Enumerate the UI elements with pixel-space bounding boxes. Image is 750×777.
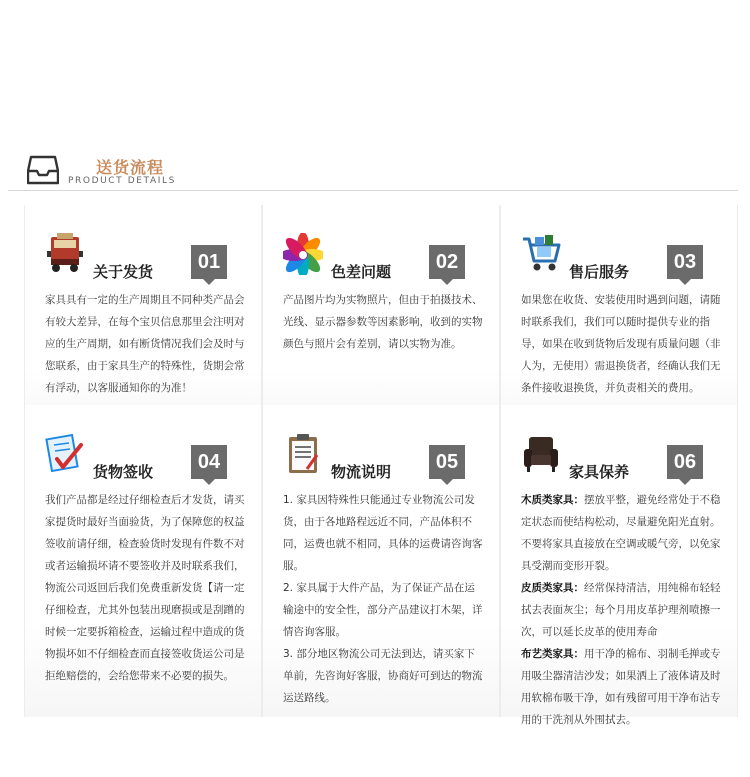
card-maintenance <box>500 405 738 726</box>
card-body <box>283 289 483 355</box>
step-number-badge: 04 <box>191 445 227 479</box>
info-grid <box>0 205 750 725</box>
card-paragraph: 2. 家具属于大件产品，为了保证产品在运输途中的安全性，部分产品建议打木架，详情咨询客服。 <box>283 582 483 638</box>
card-text: 家具具有一定的生产周期且不同种类产品会有较大差异，在每个宝贝信息那里会注明对应的生产周期，如有断货情况我们会及时与您联系，由于家具生产的特殊性，货期会常有浮动，以客服通知你的为准！ <box>45 294 245 394</box>
checklist-icon <box>45 433 85 475</box>
section-header <box>0 145 750 195</box>
card-body <box>45 489 245 687</box>
card-color-difference <box>262 205 500 437</box>
step-number-badge: 06 <box>667 445 703 479</box>
card-shipping <box>24 205 262 437</box>
care-section-wood <box>521 489 721 577</box>
card-logistics <box>262 405 500 717</box>
care-label: 皮质类家具： <box>521 582 584 594</box>
card-title: 色差问题 <box>331 263 392 281</box>
step-number-badge: 03 <box>667 245 703 279</box>
step-number-badge: 01 <box>191 245 227 279</box>
step-number-badge: 05 <box>429 445 465 479</box>
card-after-sales <box>500 205 738 437</box>
truck-icon <box>45 233 85 275</box>
inbox-tray-icon <box>27 155 59 185</box>
divider <box>8 190 738 191</box>
care-label: 木质类家具： <box>521 494 584 506</box>
card-body <box>283 489 483 709</box>
clipboard-icon <box>283 433 323 475</box>
card-title: 家具保养 <box>569 463 630 481</box>
section-title: 送货流程 <box>96 158 165 177</box>
shopping-cart-icon <box>521 233 561 275</box>
care-text: 摆放平整，避免经常处于不稳定状态而使结构松动，尽量避免阳光直射。不要将家具直接放在空调或暖气旁，以免家具受潮而变形开裂。 <box>521 494 721 572</box>
card-text: 产品图片均为实物照片，但由于拍摄技术、光线、显示器参数等因素影响，收到的实物颜色与照片会有差别，请以实物为准。 <box>283 294 483 350</box>
card-body <box>521 489 721 731</box>
card-receipt <box>24 405 262 717</box>
card-text: 如果您在收货、安装使用时遇到问题，请随时联系我们，我们可以随时提供专业的指导，如果在收到货物后发现有质量问题（非人为，无使用）需退换货者，经确认我们无条件接收退换货，并负责相关的费用。 <box>521 294 721 394</box>
card-body <box>45 289 245 399</box>
step-number-badge: 02 <box>429 245 465 279</box>
card-title: 物流说明 <box>331 463 392 481</box>
care-text: 经常保持清洁，用纯棉布轻轻拭去表面灰尘；每个月用皮革护理剂喷擦一次，可以延长皮革的使用寿命 <box>521 582 721 638</box>
card-title: 货物签收 <box>93 463 154 481</box>
care-section-fabric <box>521 643 721 731</box>
color-wheel-icon <box>283 233 323 275</box>
card-title: 关于发货 <box>93 263 154 281</box>
care-section-leather <box>521 577 721 643</box>
armchair-icon <box>521 433 561 475</box>
section-subtitle: PRODUCT DETAILS <box>68 176 176 186</box>
care-label: 布艺类家具： <box>521 648 584 660</box>
card-title: 售后服务 <box>569 263 630 281</box>
card-body <box>521 289 721 399</box>
card-paragraph: 3. 部分地区物流公司无法到达，请买家下单前，先咨询好客服，协商好可到达的物流运送路线。 <box>283 648 483 704</box>
card-text: 我们产品都是经过仔细检查后才发货，请买家提货时最好当面验货，为了保障您的权益签收前请仔细，检查验货时发现有件数不对或者运输损坏请不要签收并及时联系我们，物流公司返回后我们免费重新发货【请一定仔细检查，尤其外包装出现磨损或是刮蹭的时候一定要拆箱检查，运输过程中造成的货物损坏如不仔细检查而直接签收货运公司是拒绝赔偿的，会给您带来不必要的损失。 <box>45 494 245 682</box>
care-text: 用干净的棉布、羽制毛掸或专用吸尘器清洁沙发；如果洒上了液体请及时用软棉布吸干净，如有残留可用干净布沾专用的干洗剂从外围拭去。 <box>521 648 721 726</box>
card-paragraph: 1. 家具因特殊性只能通过专业物流公司发货，由于各地路程远近不同，产品体积不同，运费也就不相同，具体的运费请咨询客服。 <box>283 494 483 572</box>
